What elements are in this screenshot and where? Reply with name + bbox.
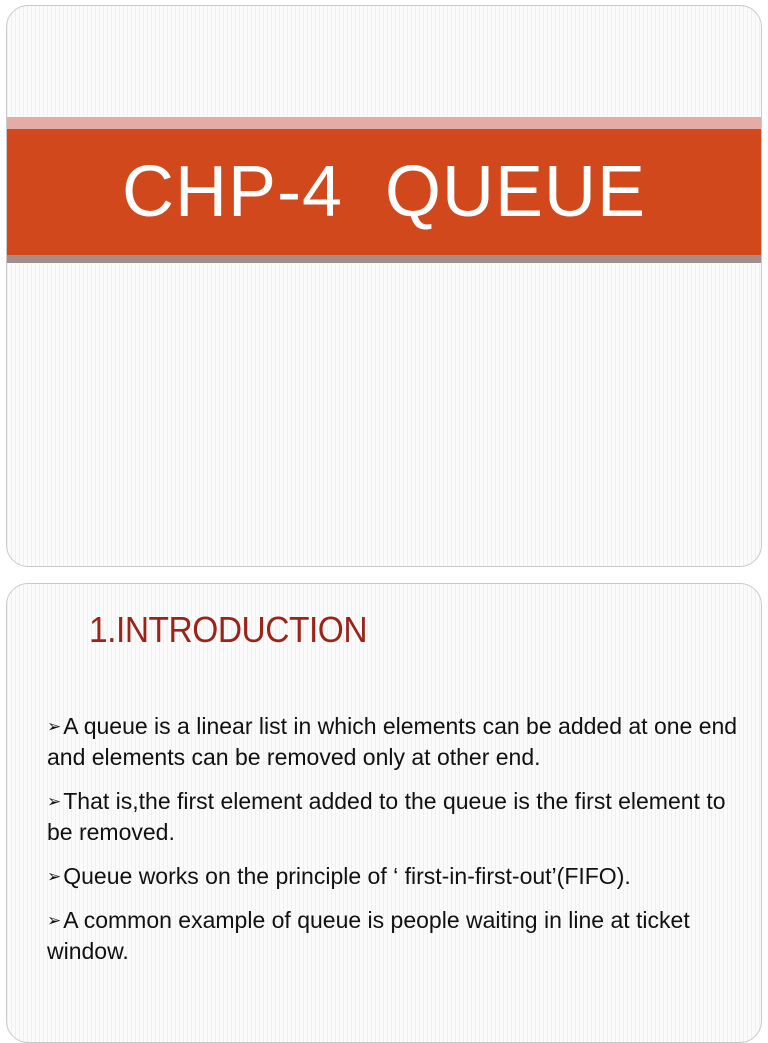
arrow-bullet-icon: ➢	[47, 867, 62, 886]
bullet-text: Queue works on the principle of ‘ first-in-first-out’(FIFO).	[63, 863, 631, 889]
title-band-highlight	[7, 117, 761, 129]
arrow-bullet-icon: ➢	[47, 717, 62, 736]
bullet-list	[47, 711, 747, 980]
bullet-item	[47, 905, 747, 967]
bullet-text: That is,the first element added to the queue is the first element to be removed.	[47, 788, 726, 845]
title-band-shadow	[7, 255, 761, 263]
bullet-text: A queue is a linear list in which elements can be added at one end and elements can be removed only at other end.	[47, 713, 738, 770]
section-heading: 1.INTRODUCTION	[89, 609, 368, 650]
title-slide	[6, 5, 762, 567]
bullet-item	[47, 711, 747, 773]
bullet-item	[47, 861, 747, 892]
arrow-bullet-icon: ➢	[47, 792, 62, 811]
arrow-bullet-icon: ➢	[47, 911, 62, 930]
bullet-item	[47, 786, 747, 848]
introduction-slide	[6, 583, 762, 1043]
bullet-text: A common example of queue is people waiting in line at ticket window.	[47, 907, 690, 964]
slide-title: CHP-4 QUEUE	[121, 152, 647, 232]
